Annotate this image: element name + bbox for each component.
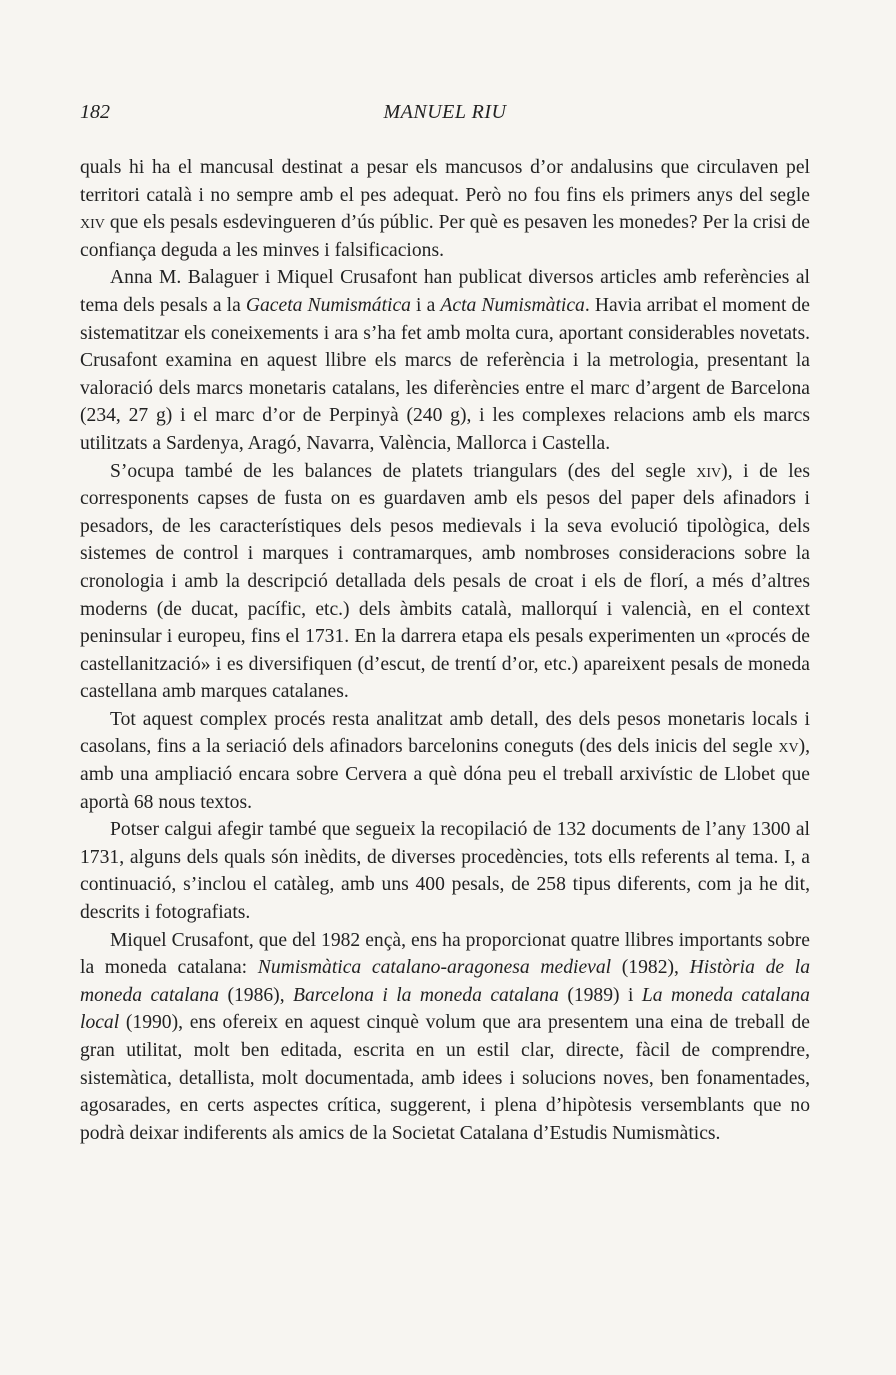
text-run: que els pesals esdevingueren d’ús públic. Per què es pesaven les monedes? Per la crisi de confiança deguda a les minves i falsificacions. — [80, 212, 810, 261]
text-run: (1982), — [611, 957, 690, 979]
text-run: S’ocupa també de les balances de platets triangulars (des del segle — [110, 460, 697, 482]
page-number: 182 — [80, 101, 110, 123]
running-title: MANUEL RIU — [383, 101, 507, 123]
paragraph-p3 — [80, 458, 810, 706]
book-title: Numismàtica catalano-aragonesa medieval — [257, 957, 612, 979]
text-run: (1990), ens ofereix en aquest cinquè volum que ara presentem una eina de treball de gran utilitat, molt ben editada, escrita en un estil clar, directe, fàcil de comprendre, sistemàtica, detallista, molt documentada, amb idees i solucions noves, ben fonamentades, agosarades, en certs aspectes crítica, suggerent, i plena d’hipòtesis versemblants que no podrà deixar indiferents als amics de la Societat Catalana d’Estudis Numismàtics. — [80, 1012, 810, 1144]
paragraph-p5 — [80, 816, 810, 926]
text-run: Tot aquest complex procés resta analitzat amb detall, des dels pesos monetaris locals i casolans, fins a la seriació dels afinadors barcelonins coneguts (des dels inicis del segle — [80, 708, 810, 758]
paragraph-p1 — [80, 154, 810, 264]
text-run: (1989) i — [558, 984, 642, 1006]
text-run: ), i de les corresponents capses de fusta on es guardaven amb els pesos del paper dels afinadors i pesadors, de les característiques dels pesos medievals i la seva evolució tipològica, dels sistemes de control i marques i contramarques, amb nombroses consideracions sobre la cronologia i amb la descripció detallada dels pesals de croat i els de florí, a més d’altres moderns (de ducat, pacífic, etc.) dels àmbits català, mallorquí i valencià, en el context peninsular i europeu, fins el 1731. En la darrera etapa els pesals experimenten un «procés de castellanització» i es diversifiquen (d’escut, de trentí d’or, etc.) apareixent pesals de moneda castellana amb marques catalanes. — [80, 460, 810, 703]
text-run: ), amb una ampliació encara sobre Cervera a què dóna peu el treball arxivístic de Llobet que aportà 68 nous textos. — [80, 736, 810, 813]
book-title: Barcelona i la moneda catalana — [293, 984, 559, 1006]
text-run: i a — [410, 294, 441, 316]
book-title: Història de la moneda catalana — [80, 957, 810, 1006]
book-title: Gaceta Numismática — [245, 294, 411, 316]
body-text — [80, 154, 810, 1147]
century-numeral: xiv — [696, 460, 722, 482]
text-run: quals hi ha el mancusal destinat a pesar els mancusos d’or andalusins que circulaven pel territori català i no sempre amb el pes adequat. Però no fou fins els primers anys del segle — [80, 157, 810, 206]
text-run: . Havia arribat el moment de sistematitzar els coneixements i ara s’ha fet amb molta cura, aportant considerables novetats. Crusafont examina en aquest llibre els marcs de referència i la metrologia, presentant la valoració dels marcs monetaris catalans, les diferències entre el marc d’argent de Barcelona (234, 27 g) i el marc d’or de Perpinyà (240 g), i les complexes relacions amb els marcs utilitzats a Sardenya, Aragó, Navarra, València, Mallorca i Castella. — [80, 294, 810, 454]
book-title: La moneda catalana local — [80, 984, 810, 1034]
text-run: Potser calgui afegir també que segueix la recopilació de 132 documents de l’any 1300 al 1731, alguns dels quals són inèdits, de diverses procedències, tots ells referents al tema. I, a continuació, s’inclou el catàleg, amb uns 400 pesals, de 258 tipus diferents, com ja he dit, descrits i fotografiats. — [80, 819, 810, 924]
century-numeral: xiv — [80, 212, 105, 234]
paragraph-p6 — [80, 927, 810, 1148]
paragraph-p2 — [80, 264, 810, 457]
text-run: Anna M. Balaguer i Miquel Crusafont han publicat diversos articles amb referències al tema dels pesals a la — [80, 267, 810, 316]
text-run: (1986), — [219, 984, 294, 1006]
page-header — [80, 101, 810, 127]
century-numeral: xv — [778, 736, 799, 758]
text-run: Miquel Crusafont, que del 1982 ençà, ens ha proporcionat quatre llibres importants sobre la moneda catalana: — [80, 929, 810, 979]
book-title: Acta Numismàtica — [440, 294, 585, 316]
paragraph-p4 — [80, 706, 810, 816]
